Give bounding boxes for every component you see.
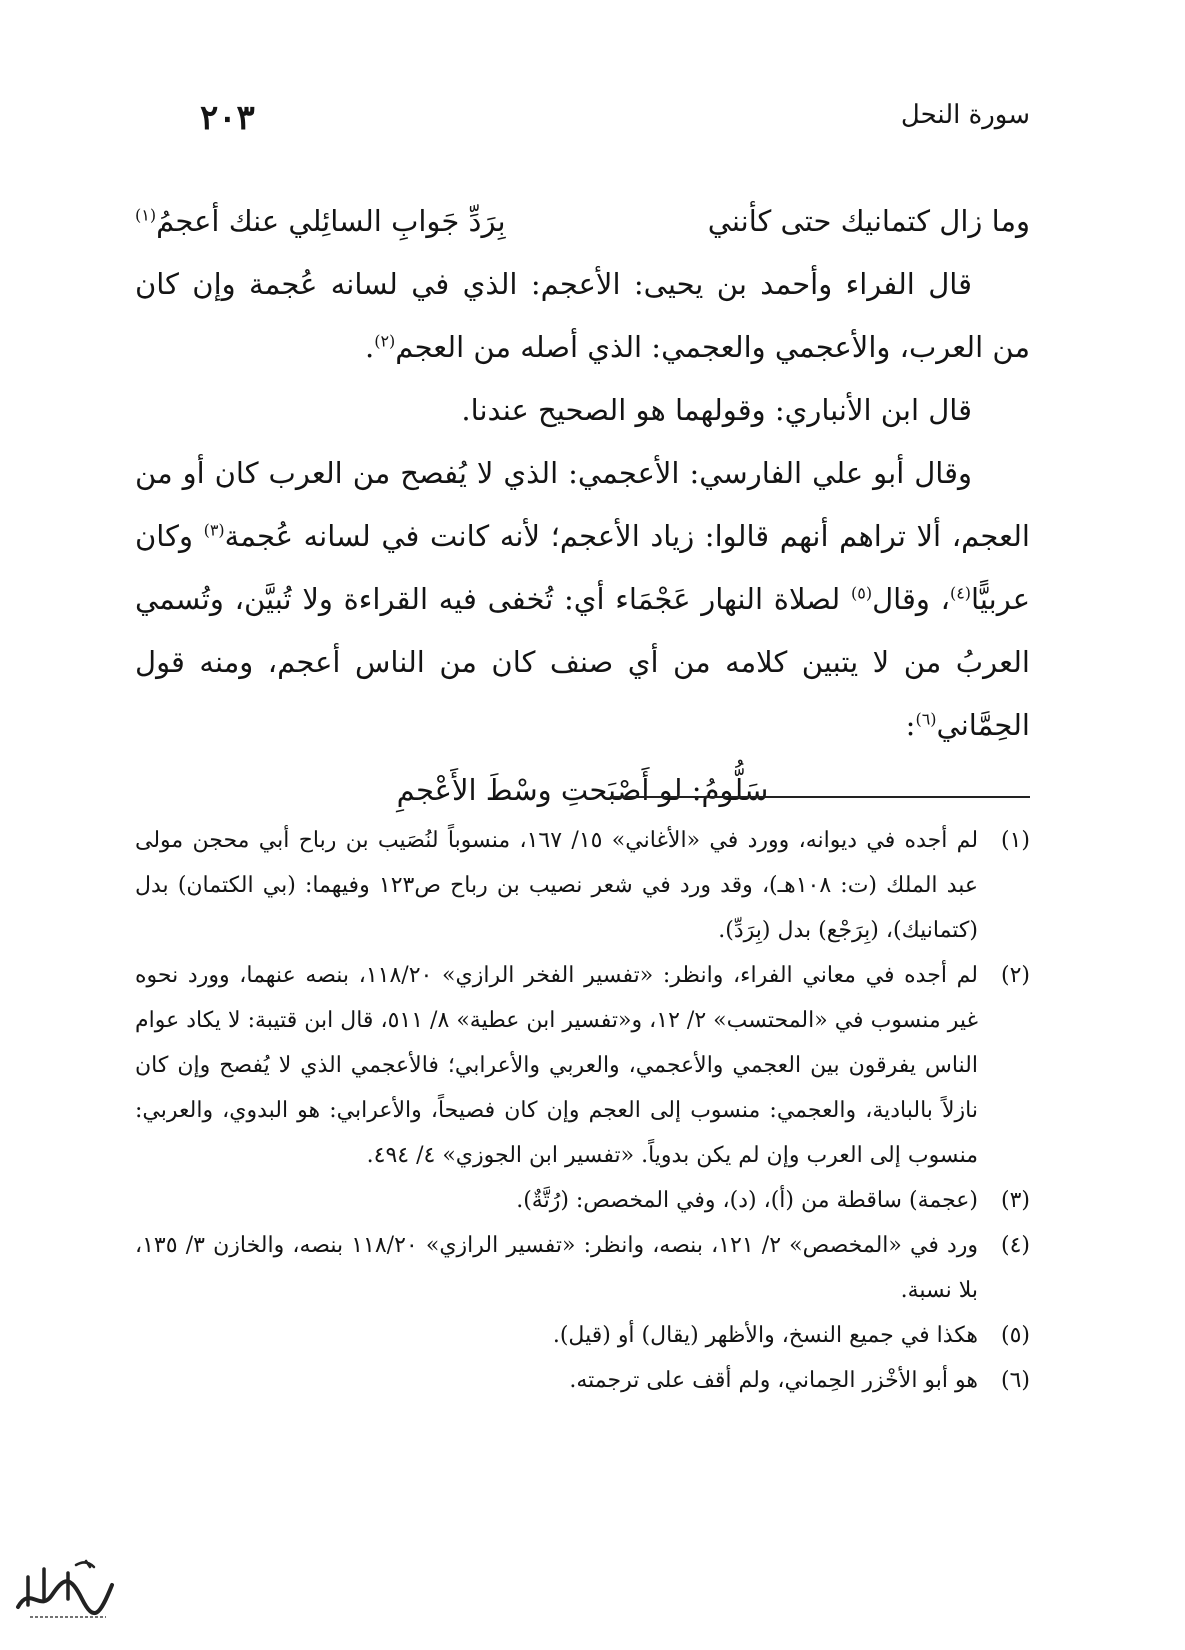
poetry-verse-1 <box>135 190 1030 253</box>
footnote-number: (١) <box>1000 828 1030 853</box>
main-text <box>135 190 1030 822</box>
footnote-text: لم أجده في ديوانه، وورد في «الأغاني» ١٥/ ١٦٧، منسوباً لنُصَيب بن رباح أبي محجن مولى عبد الملك (ت: ١٠٨هـ)، وقد ورد في شعر نصيب بن رباح ص١٢٣ وفيهما: (بي الكتمان) بدل (كتمانيك)، (بِرَجْع) بدل (بِرَدِّ). <box>135 828 979 943</box>
paragraph-anbari: قال ابن الأنباري: وقولهما هو الصحيح عندنا. <box>461 393 972 427</box>
footnote-text: ورد في «المخصص» ٢/ ١٢١، بنصه، وانظر: «تفسير الرازي» ١١٨/٢٠ بنصه، والخازن ٣/ ١٣٥، بلا نسبة. <box>135 1233 979 1303</box>
footnote-item <box>135 1313 1030 1358</box>
footnote-text: لم أجده في معاني الفراء، وانظر: «تفسير الفخر الرازي» ١١٨/٢٠، بنصه عنهما، وورد نحوه غير منسوب في «المحتسب» ٢/ ١٢، و«تفسير ابن عطية» ٨/ ٥١١، قال ابن قتيبة: لا يكاد عوام الناس يفرقون بين العجمي والأعجمي، والعربي والأعرابي؛ فالأعجمي الذي لا يُفصح وإن كان نازلاً بالبادية، والعجمي: منسوب إلى العجم وإن كان فصيحاً، والأعرابي: هو البدوي، والعربي: منسوب إلى العرب وإن لم يكن بدوياً. «تفسير ابن الجوزي» ٤/ ٤٩٤. <box>135 963 979 1168</box>
footnote-item <box>135 1223 1030 1313</box>
footnote-text: (عجمة) ساقطة من (أ)، (د)، وفي المخصص: (رُتَّةٌ). <box>516 1188 978 1213</box>
footnote-number: (٦) <box>1000 1368 1030 1393</box>
footnote-ref-6[interactable]: (٦) <box>915 709 937 729</box>
footnote-divider <box>610 796 1030 798</box>
paragraph-farra: قال الفراء وأحمد بن يحيى: الأعجم: الذي في لسانه عُجمة وإن كان من العرب، والأعجمي والعجمي: الذي أصله من العجم$^{(٢)}$. <box>135 267 1030 364</box>
surah-title: سورة النحل <box>900 100 1030 130</box>
footnote-number: (٥) <box>1000 1323 1030 1348</box>
footnotes-section <box>135 818 1030 1403</box>
footnote-item <box>135 1358 1030 1403</box>
footnote-number: (٣) <box>1000 1188 1030 1213</box>
verse-second-hemistich: بِرَدِّ جَوابِ السائِلي عنك أعجمُ <box>156 204 506 238</box>
footnote-text: هكذا في جميع النسخ، والأظهر (يقال) أو (قيل). <box>552 1323 978 1348</box>
footnote-item <box>135 1178 1030 1223</box>
footnote-ref-3[interactable]: (٣) <box>203 520 225 540</box>
footnote-ref-2[interactable]: (٢) <box>374 331 396 351</box>
footnote-number: (٤) <box>1000 1233 1030 1258</box>
page-number: ٢٠٣ <box>200 98 255 138</box>
footnote-ref-1[interactable]: (١) <box>135 205 157 225</box>
footnote-number: (٢) <box>1000 963 1030 988</box>
verse-first-hemistich: وما زال كتمانيك حتى كأنني <box>707 204 1030 238</box>
poetry-verse-2: سَلُّومُ: لو أَصْبَحتِ وسْطَ الأَعْجمِ <box>396 773 769 807</box>
publisher-logo-icon <box>10 1555 120 1625</box>
footnote-text: هو أبو الأخْزر الحِماني، ولم أقف على ترجمته. <box>569 1368 978 1393</box>
footnote-ref-4[interactable]: (٤) <box>949 583 972 603</box>
footnote-ref-5[interactable]: (٥) <box>850 583 873 603</box>
page-header <box>190 98 1030 148</box>
footnote-item <box>135 953 1030 1178</box>
footnote-item <box>135 818 1030 953</box>
paragraph-farisi: وقال أبو علي الفارسي: الأعجمي: الذي لا يُفصح من العرب كان أو من العجم، ألا تراهم أنهم قالوا: زياد الأعجم؛ لأنه كانت في لسانه عُجمة$^{(٣)}$ وكان عربيًّا$^{(٤)}$، وقال$^{(٥)}$ لصلاة النهار عَجْمَاء أي: تُخفى فيه القراءة ولا تُبيَّن، وتُسمي العربُ من لا يتبين كلامه من أي صنف كان من الناس أعجم، ومنه قول الحِمَّاني$^{(٦)}$: <box>135 456 1030 742</box>
